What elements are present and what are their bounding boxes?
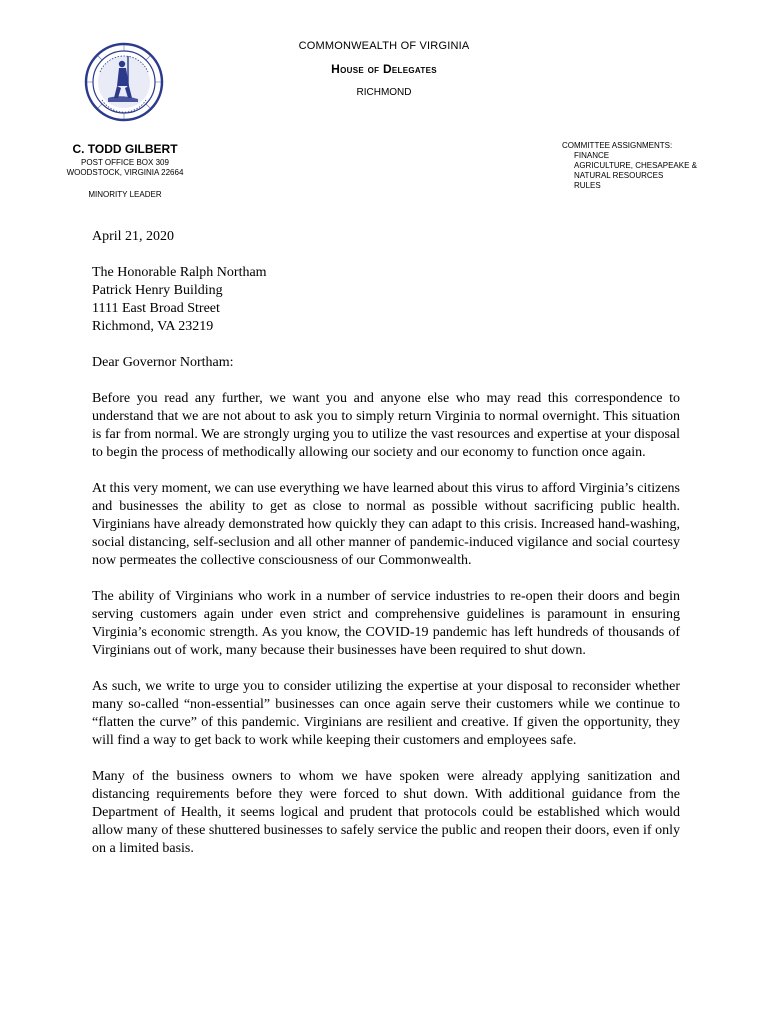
committee-item: FINANCE	[574, 151, 610, 160]
letter-paragraph: At this very moment, we can use everything we have learned about this virus to afford Virginia’s citizens and businesses the ability to get as close to normal as possible without sacrificing public health. Virginians have already demonstrated how quickly they can adapt to this crisis. Increased hand-washing, social distancing, self-seclusion and all other manner of pandemic-induced vigilance and social courtesy now permeates the collective consciousness of our Commonwealth.	[92, 481, 680, 568]
recipient-address	[92, 264, 680, 336]
letter-paragraph: Many of the business owners to whom we have spoken were already applying sanitization and distancing requirements before they were forced to shut down. With additional guidance from the Department of Health, it seems logical and prudent that protocols could be established which would allow many of these shuttered businesses to safely service the public and reopen their doors, even if only on a limited basis.	[92, 769, 680, 856]
header-city: RICHMOND	[356, 87, 412, 98]
committee-heading: COMMITTEE ASSIGNMENTS:	[562, 141, 673, 150]
header-house-of-delegates: House of Delegates	[331, 62, 437, 76]
address-line: The Honorable Ralph Northam	[92, 265, 267, 280]
committee-item: NATURAL RESOURCES	[574, 171, 664, 180]
member-po-box: POST OFFICE BOX 309	[81, 158, 169, 167]
letter-paragraph: Before you read any further, we want you and anyone else who may read this correspondence to understand that we are not about to ask you to simply return Virginia to normal overnight. This situation is far from normal. We are strongly urging you to utilize the vast resources and expertise at your disposal to begin the process of methodically allowing our society and our economy to function once again.	[92, 391, 680, 460]
member-block	[50, 142, 200, 200]
salutation: Dear Governor Northam:	[92, 355, 234, 370]
committee-assignments	[562, 141, 752, 191]
committee-item: RULES	[574, 181, 601, 190]
letter-body	[92, 228, 680, 858]
address-line: 1111 East Broad Street	[92, 301, 220, 316]
address-line: Patrick Henry Building	[92, 283, 223, 298]
member-title: MINORITY LEADER	[88, 190, 162, 199]
state-seal-icon	[84, 42, 164, 122]
header-commonwealth: COMMONWEALTH OF VIRGINIA	[298, 40, 470, 52]
address-line: Richmond, VA 23219	[92, 319, 214, 334]
member-name: C. TODD GILBERT	[72, 142, 178, 156]
letter-paragraph: As such, we write to urge you to consider utilizing the expertise at your disposal to reconsider whether many so-called “non-essential” businesses can once again serve their customers while we continue to “flatten the curve” of this pandemic. Virginians are resilient and creative. If given the opportunity, they will find a way to get back to work while keeping their customers and employees safe.	[92, 679, 680, 748]
committee-item: AGRICULTURE, CHESAPEAKE &	[574, 161, 697, 170]
letter-paragraph: The ability of Virginians who work in a number of service industries to re-open their doors and begin serving customers again under even strict and comprehensive guidelines is paramount in ensuring Virginia’s economic strength. As you know, the COVID-19 pandemic has left hundreds of thousands of Virginians out of work, many because their businesses have been required to shut down.	[92, 589, 680, 658]
member-city-state: WOODSTOCK, VIRGINIA 22664	[66, 168, 184, 177]
letter-date: April 21, 2020	[92, 229, 175, 244]
